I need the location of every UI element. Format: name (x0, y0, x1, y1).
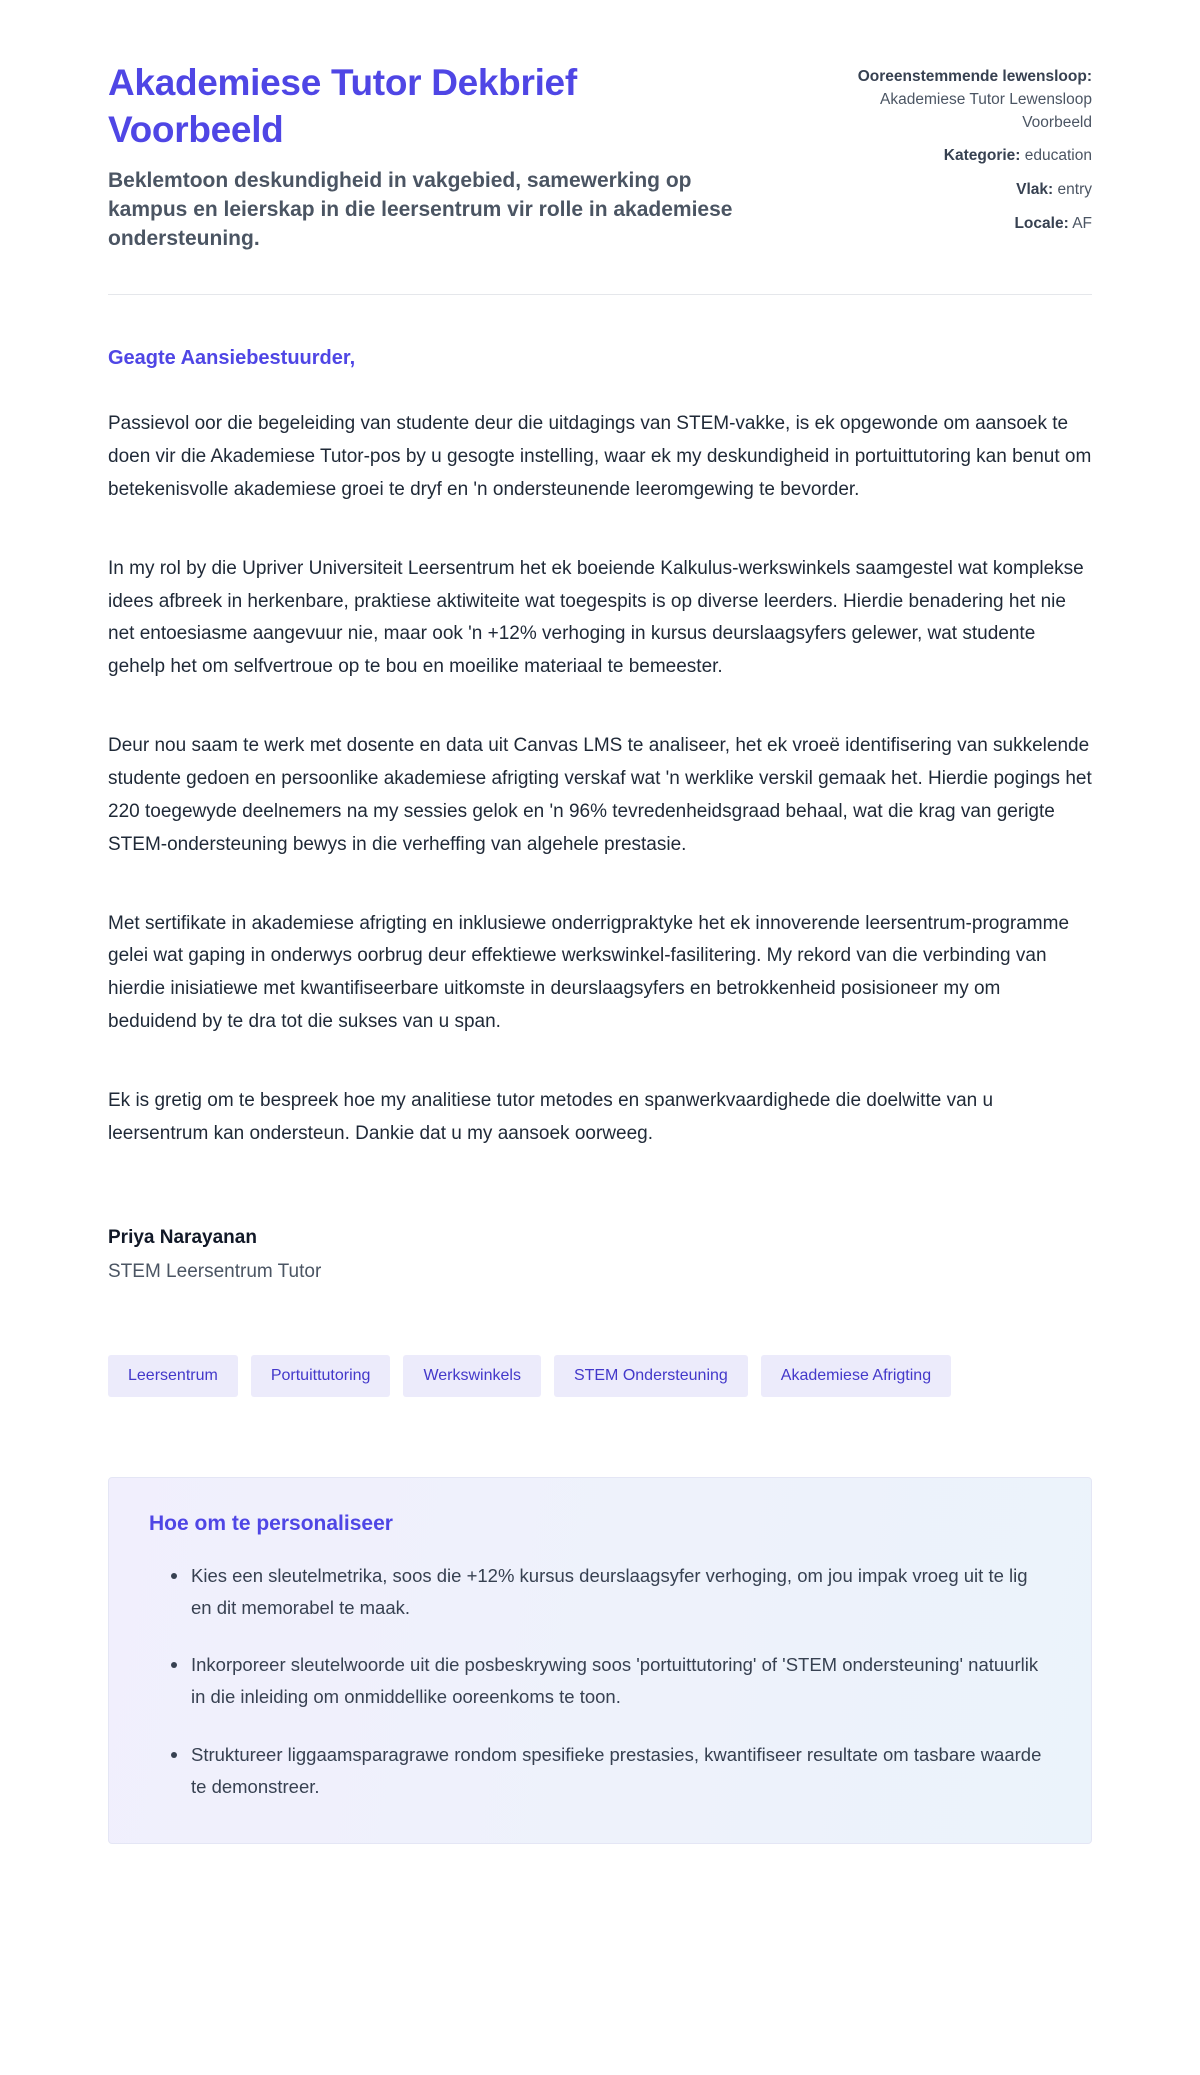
tag-chip[interactable]: Akademiese Afrigting (761, 1355, 951, 1397)
metadata-value-matching-resume: Akademiese Tutor Lewensloop Voorbeeld (880, 90, 1092, 131)
letter-paragraph: Ek is gretig om te bespreek hoe my analitiese tutor metodes en spanwerkvaardighede die doelwitte van u leersentrum kan ondersteun. Dankie dat u my aansoek oorweeg. (108, 1090, 994, 1144)
metadata-panel (854, 60, 1092, 236)
tag-chip[interactable]: STEM Ondersteuning (554, 1355, 748, 1397)
metadata-label-category: Kategorie: (943, 147, 1021, 165)
metadata-row-level (854, 179, 1092, 202)
metadata-value-level: entry (1057, 181, 1092, 199)
letter-salutation: Geagte Aansiebestuurder, (108, 347, 356, 370)
personalization-tips-panel (108, 1477, 1092, 1844)
tag-chip[interactable]: Werkswinkels (403, 1355, 541, 1397)
tag-chip[interactable]: Leersentrum (108, 1355, 238, 1397)
metadata-value-locale: AF (1072, 214, 1092, 232)
page-title: Akademiese Tutor Dekbrief Voorbeeld (108, 62, 577, 150)
tips-list-item: Struktureer liggaamsparagrawe rondom spesifieke prestasies, kwantifiseer resultate om tasbare waarde te demonstreer. (175, 1739, 1051, 1803)
tips-list (149, 1560, 1051, 1803)
metadata-row-category (854, 145, 1092, 168)
metadata-value-category: education (1024, 147, 1092, 165)
signature-name: Priya Narayanan (108, 1226, 257, 1248)
letter-paragraph: In my rol by die Upriver Universiteit Leersentrum het ek boeiende Kalkulus-werkswinkels saamgestel wat komplekse idees afbreek in herkenbare, praktiese aktiwiteite wat toegespits is op diverse leerders. Hierdie benadering het nie net entoesiasme aangevuur nie, maar ook 'n +12% verhoging in kursus deurslaagsyfers gelewer, wat studente gehelp het om selfvertroue op te bou en moeilike materiaal te bemeester. (108, 557, 1084, 678)
metadata-row-matching-resume (854, 66, 1092, 134)
metadata-label-matching-resume: Ooreenstemmende lewensloop: (857, 68, 1092, 85)
tag-chip[interactable]: Portuittutoring (251, 1355, 391, 1397)
tips-panel-title: Hoe om te personaliseer (149, 1511, 393, 1535)
header-title-block (108, 60, 748, 254)
letter-paragraph: Met sertifikate in akademiese afrigting en inklusiewe onderrigpraktyke het ek innoverende leersentrum-programme gelei wat gaping in onderwys oorbrug deur effektiewe werkswinkel-fasilitering. My rekord van die verbinding van hierdie inisiatiewe met kwantifiseerbare uitkomste in deurslaagsyfers en betrokkenheid posisioneer my om beduidend by te dra tot die sukses van u span. (108, 912, 1070, 1033)
tips-list-item: Kies een sleutelmetrika, soos die +12% kursus deurslaagsyfer verhoging, om jou impak vroeg uit te lig en dit memorabel te maak. (175, 1560, 1051, 1624)
letter-paragraph: Passievol oor die begeleiding van studente deur die uitdagings van STEM-vakke, is ek opgewonde om aansoek te doen vir die Akademiese Tutor-pos by u gesogte instelling, waar ek my deskundigheid in portuittutoring kan benut om betekenisvolle akademiese groei te dryf en 'n ondersteunende leeromgewing te bevorder. (108, 413, 1092, 500)
letter-body (108, 347, 1092, 1283)
page-header (108, 60, 1092, 254)
tips-list-item: Inkorporeer sleutelwoorde uit die posbeskrywing soos 'portuittutoring' of 'STEM ondersteuning' natuurlik in die inleiding om onmiddellike ooreenkoms te toon. (175, 1649, 1051, 1713)
letter-signature (108, 1227, 1092, 1283)
page-subtitle: Beklemtoon deskundigheid in vakgebied, samewerking op kampus en leierskap in die leersentrum vir rolle in akademiese ondersteuning. (108, 169, 733, 251)
signature-role: STEM Leersentrum Tutor (108, 1260, 322, 1282)
tag-list (108, 1355, 1092, 1397)
header-divider (108, 294, 1092, 295)
metadata-label-locale: Locale: (1014, 214, 1069, 232)
letter-paragraph: Deur nou saam te werk met dosente en data uit Canvas LMS te analiseer, het ek vroeë identifisering van sukkelende studente gedoen en persoonlike akademiese afrigting verskaf wat 'n werklike verskil gemaak het. Hierdie pogings het 220 toegewyde deelnemers na my sessies gelok en 'n 96% tevredenheidsgraad behaal, wat die krag van gerigte STEM-ondersteuning bewys in die verheffing van algehele prestasie. (108, 735, 1092, 855)
metadata-row-locale (854, 213, 1092, 236)
metadata-label-level: Vlak: (1016, 181, 1054, 199)
